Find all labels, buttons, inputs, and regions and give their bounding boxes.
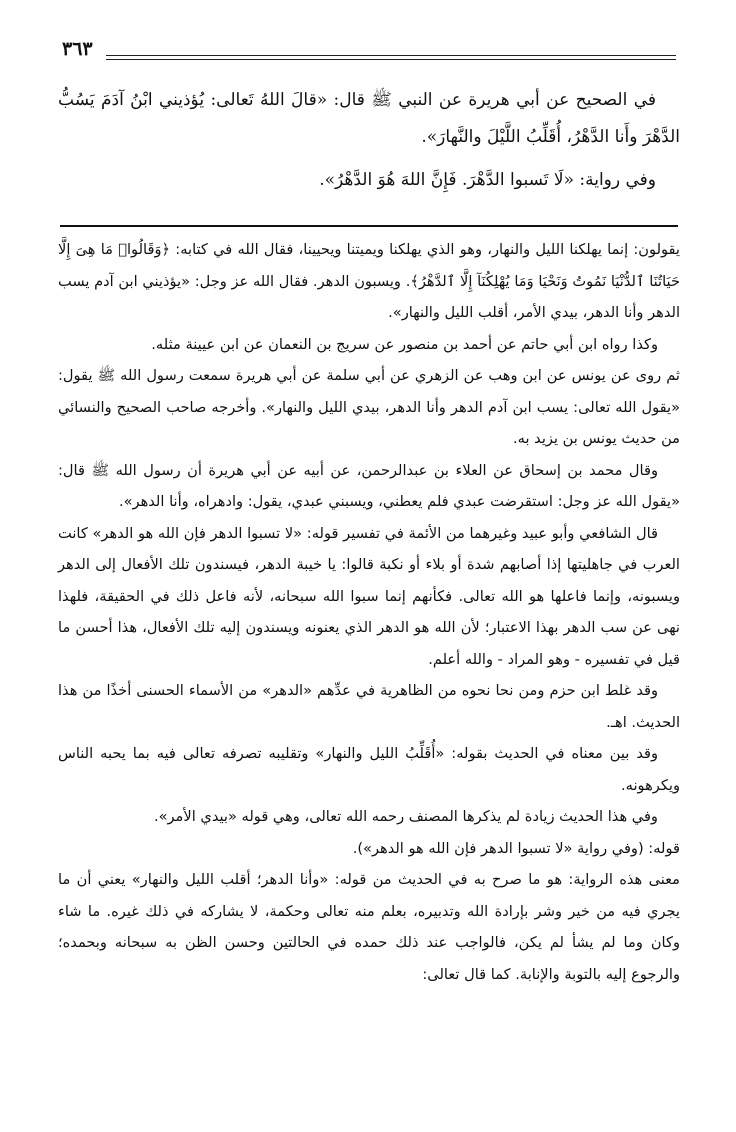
commentary-paragraph-6: وقد غلط ابن حزم ومن نحا نحوه من الظاهرية في عدِّهم «الدهر» من الأسماء الحسنى أخذًا من هذا الحديث. اهـ. (58, 682, 680, 731)
header-rule (106, 55, 676, 56)
commentary-paragraph-9: قوله: (وفي رواية «لا تسبوا الدهر فإن الله هو الدهر»). (352, 839, 680, 857)
header-rule-second (106, 59, 676, 60)
commentary-paragraph-3: ثم روى عن يونس عن ابن وهب عن الزهري عن أبي سلمة عن أبي هريرة سمعت رسول الله ﷺ يقول: «يقول الله تعالى: يسب ابن آدم الدهر وأنا الدهر، بيدي الليل والنهار». وأخرجه صاحب الصحيح والنسائي من حديث يونس بن يزيد به. (58, 367, 680, 447)
commentary-paragraph-7: وقد بين معناه في الحديث بقوله: «أُقَلِّبُ الليل والنهار» وتقليبه تصرفه تعالى فيه بما يحبه الناس ويكرهونه. (58, 745, 680, 794)
main-text (58, 82, 680, 199)
commentary-paragraph-8: وفي هذا الحديث زيادة لم يذكرها المصنف رحمه الله تعالى، وهي قوله «بيدي الأمر». (153, 808, 658, 825)
commentary-paragraph-5: قال الشافعي وأبو عبيد وغيرهما من الأئمة في تفسير قوله: «لا تسبوا الدهر فإن الله هو الدهر» كانت العرب في جاهليتها إذا أصابهم شدة أو بلاء أو نكبة قالوا: يا خيبة الدهر، فيسندون تلك الأفعال إلى الدهر ويسبونه، وإنما فاعلها هو الله تعالى. فكأنهم إنما سبوا الله سبحانه، لأنه فاعل ذلك في الحقيقة، فلهذا نهى عن سب الدهر بهذا الاعتبار؛ لأن الله هو الدهر الذي يعنونه ويسندون إليه تلك الأفعال، هذا أحسن ما قيل في تفسيره - وهو المراد - والله أعلم. (58, 524, 680, 668)
commentary-paragraph-1: يقولون: إنما يهلكنا الليل والنهار، وهو الذي يهلكنا ويميتنا ويحيينا، فقال الله في كتابه: ﴿وَقَالُوا۟ مَا هِىَ إِلَّا حَيَاتُنَا ٱلدُّنْيَا نَمُوتُ وَنَحْيَا وَمَا يُهْلِكُنَآ إِلَّا ٱلدَّهْرُ﴾. ويسبون الدهر. فقال الله عز وجل: «يؤذيني ابن آدم يسب الدهر وأنا الدهر، بيدي الأمر، أقلب الليل والنهار». (58, 241, 680, 321)
section-separator (60, 225, 678, 227)
commentary-paragraph-2: وكذا رواه ابن أبي حاتم عن أحمد بن منصور عن سريج بن النعمان عن ابن عيينة مثله. (151, 335, 658, 353)
main-paragraph-1: في الصحيح عن أبي هريرة عن النبي ﷺ قال: «قالَ اللهُ تَعالى: يُؤذيني ابْنُ آدَمَ يَسُبُّ الدَّهْرَ وأَنا الدَّهْرُ، أُقَلِّبُ اللَّيْلَ والنَّهارَ». (58, 90, 680, 147)
main-paragraph-2: وفي رواية: «لَا تَسبوا الدَّهْرَ. فَإِنَّ اللهَ هُوَ الدَّهْرُ». (319, 170, 656, 190)
page-number: ٣٦٣ (62, 38, 93, 60)
commentary-paragraph-10: معنى هذه الرواية: هو ما صرح به في الحديث من قوله: «وأنا الدهر؛ أقلب الليل والنهار» يعني أن ما يجري فيه من خير وشر بإرادة الله وتدبيره، بعلم منه تعالى وحكمة، لا يشاركه في ذلك غيره. ما شاء وكان وما لم يشأ لم يكن، فالواجب عند ذلك حمده في الحالتين وحسن الظن به سبحانه وبحمده؛ والرجوع إليه بالتوبة والإنابة. كما قال تعالى: (58, 871, 680, 983)
commentary-text (58, 234, 680, 990)
commentary-paragraph-4: وقال محمد بن إسحاق عن العلاء بن عبدالرحمن، عن أبيه عن أبي هريرة أن رسول الله ﷺ قال: «يقول الله عز وجل: استقرضت عبدي فلم يعطني، ويسبني عبدي، يقول: وادهراه، وأنا الدهر». (58, 461, 680, 510)
page-header (62, 34, 676, 64)
